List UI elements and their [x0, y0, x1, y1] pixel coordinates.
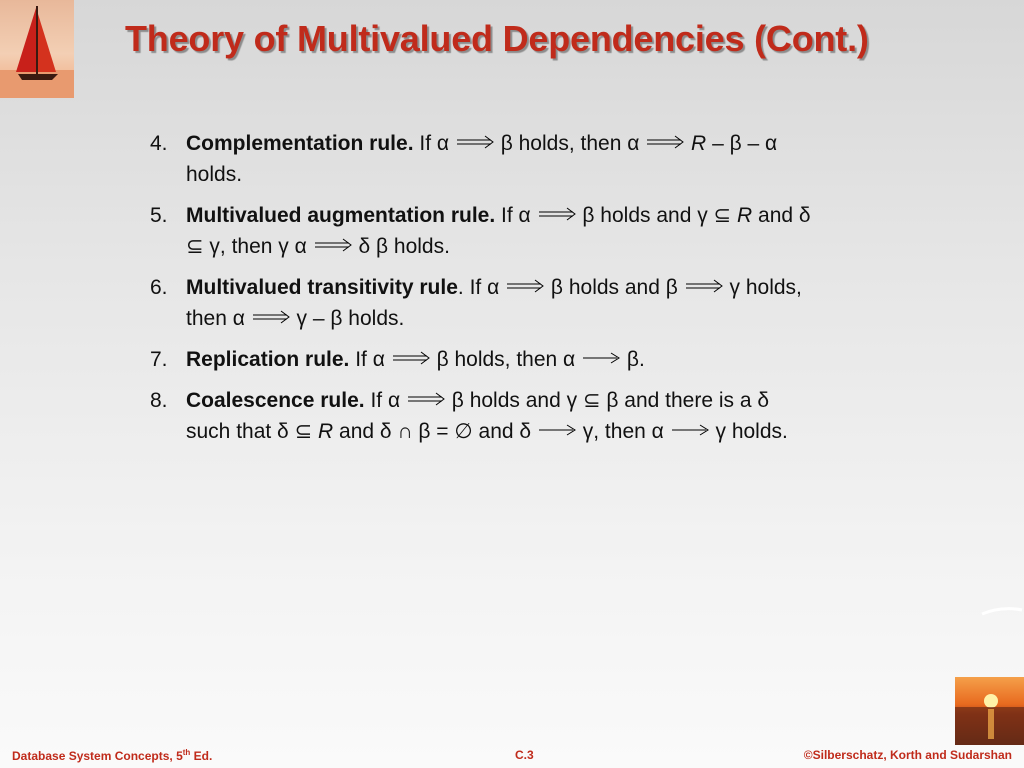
rule-text: β holds and β	[550, 276, 678, 299]
rule-text: If α	[501, 204, 531, 227]
rule-text: . If α	[457, 276, 500, 299]
rule-name: Complementation rule.	[186, 132, 414, 155]
multivalued-arrow-icon	[505, 279, 545, 293]
rule-text: γ – β holds.	[296, 307, 405, 330]
item-number: 5.	[150, 204, 168, 227]
functional-arrow-icon	[670, 423, 710, 437]
rule-text: β holds, then α	[500, 132, 640, 155]
rule-text: such that δ ⊆	[186, 420, 313, 443]
multivalued-arrow-icon	[406, 392, 446, 406]
item-number: 4.	[150, 132, 168, 155]
sunset-image	[955, 677, 1024, 745]
rules-list	[150, 128, 940, 457]
rule-text: – β – α	[712, 132, 778, 155]
multivalued-arrow-icon	[455, 135, 495, 149]
list-item	[150, 200, 940, 262]
footer-book-title: Database System Concepts, 5th Ed.	[12, 748, 213, 763]
rule-text: If α	[355, 348, 385, 371]
rule-name: Multivalued augmentation rule.	[186, 204, 496, 227]
multivalued-arrow-icon	[645, 135, 685, 149]
rule-text: β holds, then α	[436, 348, 576, 371]
rule-text: holds.	[186, 163, 243, 186]
multivalued-arrow-icon	[313, 238, 353, 252]
rule-text: γ holds.	[715, 420, 788, 443]
rule-text: ⊆ γ, then γ α	[186, 235, 307, 258]
rule-text: and δ	[758, 204, 811, 227]
relation-r: R	[737, 204, 753, 227]
rule-name: Replication rule.	[186, 348, 350, 371]
rule-text: If α	[419, 132, 450, 155]
item-number: 8.	[150, 389, 168, 412]
rule-name: Coalescence rule.	[186, 389, 365, 412]
item-number: 7.	[150, 348, 168, 371]
rule-text: β holds and γ ⊆ β and there is a δ	[451, 389, 770, 412]
multivalued-arrow-icon	[537, 207, 577, 221]
rule-text: β.	[626, 348, 645, 371]
multivalued-arrow-icon	[391, 351, 431, 365]
footer-copyright: ©Silberschatz, Korth and Sudarshan	[803, 748, 1012, 762]
slide-title: Theory of Multivalued Dependencies (Cont.)	[125, 18, 869, 59]
rule-name: Multivalued transitivity rule	[186, 276, 458, 299]
rule-text: If α	[370, 389, 401, 412]
sailboat-logo	[0, 0, 74, 98]
multivalued-arrow-icon	[684, 279, 724, 293]
rule-text: δ β holds.	[358, 235, 450, 258]
footer	[0, 744, 1024, 768]
rule-text: and δ ∩ β = ∅ and δ	[339, 420, 532, 443]
decorative-swoosh-icon	[980, 600, 1024, 620]
list-item	[150, 272, 940, 334]
rule-text: γ holds,	[729, 276, 802, 299]
list-item	[150, 385, 940, 447]
rule-text: then α	[186, 307, 245, 330]
page-number: C.3	[515, 748, 534, 762]
item-number: 6.	[150, 276, 168, 299]
multivalued-arrow-icon	[251, 310, 291, 324]
list-item	[150, 128, 940, 190]
functional-arrow-icon	[537, 423, 577, 437]
rule-text: γ, then α	[582, 420, 664, 443]
rule-text: β holds and γ ⊆	[582, 204, 732, 227]
functional-arrow-icon	[581, 351, 621, 365]
relation-r: R	[318, 420, 334, 443]
relation-r: R	[691, 132, 707, 155]
list-item	[150, 344, 940, 375]
